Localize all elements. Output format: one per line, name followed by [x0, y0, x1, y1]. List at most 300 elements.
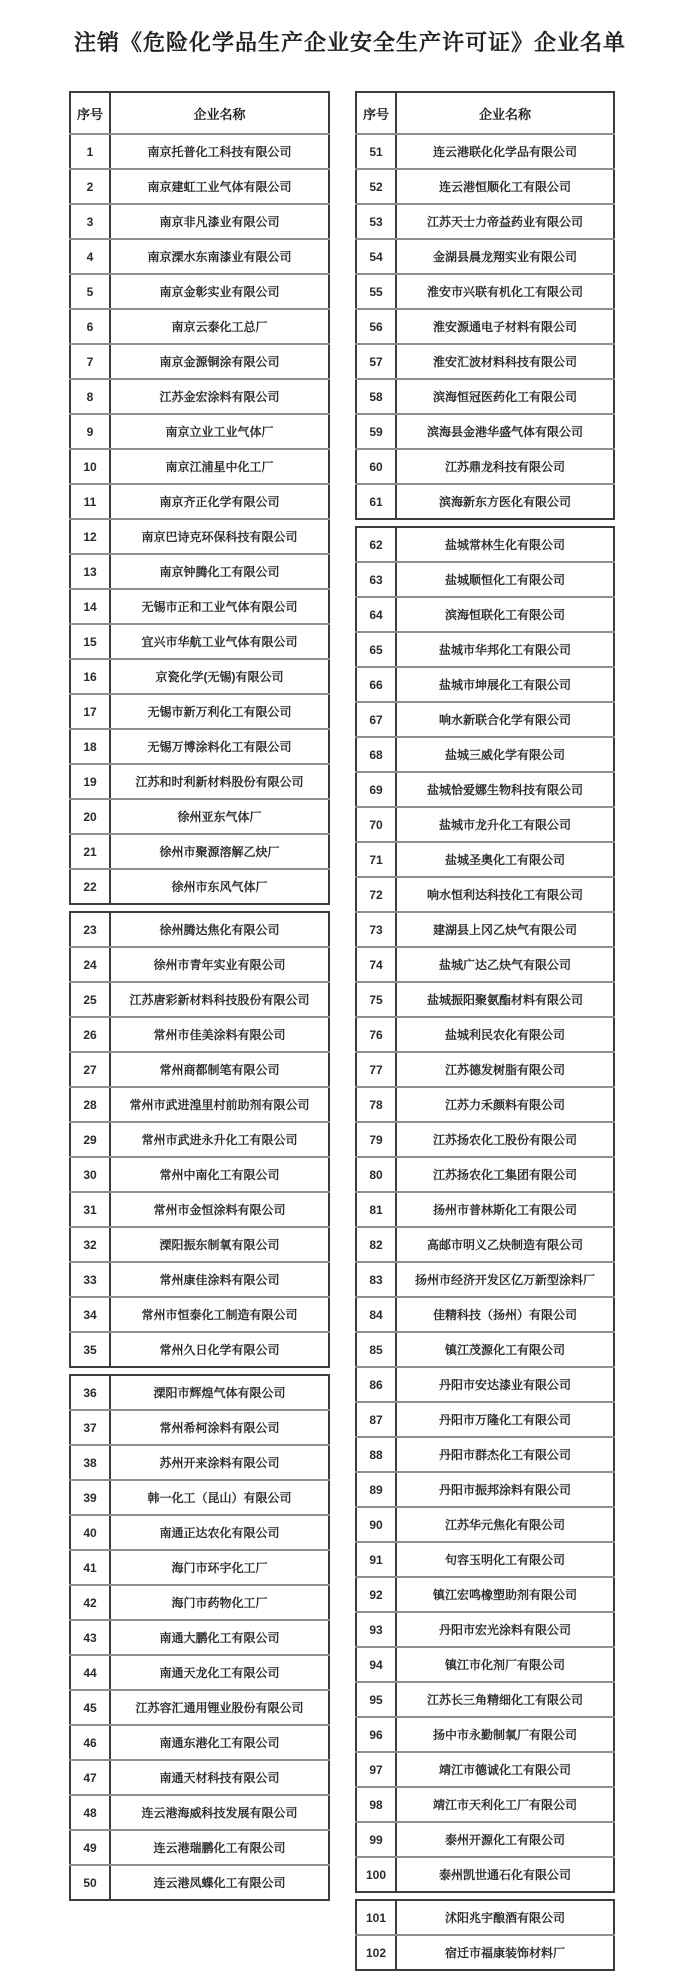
table-row — [70, 1297, 329, 1332]
row-index: 8 — [70, 379, 110, 414]
table-row — [70, 1725, 329, 1760]
row-index: 1 — [70, 134, 110, 169]
row-index: 20 — [70, 799, 110, 834]
company-name: 江苏天士力帝益药业有限公司 — [396, 204, 614, 239]
company-table-section — [355, 526, 615, 1893]
table-row — [70, 1087, 329, 1122]
row-index: 72 — [356, 877, 396, 912]
table-row — [70, 1445, 329, 1480]
company-name: 无锡万博涂料化工有限公司 — [110, 729, 329, 764]
company-name: 盐城圣奥化工有限公司 — [396, 842, 614, 877]
row-index: 52 — [356, 169, 396, 204]
company-name: 溧阳市辉煌气体有限公司 — [110, 1375, 329, 1410]
table-row — [70, 1122, 329, 1157]
row-index: 91 — [356, 1542, 396, 1577]
header-index: 序号 — [70, 92, 110, 134]
row-index: 61 — [356, 484, 396, 519]
company-name: 宜兴市华航工业气体有限公司 — [110, 624, 329, 659]
row-index: 3 — [70, 204, 110, 239]
company-name: 南通天材科技有限公司 — [110, 1760, 329, 1795]
table-row — [356, 912, 614, 947]
company-name: 苏州开来涂料有限公司 — [110, 1445, 329, 1480]
table-row — [70, 134, 329, 169]
row-index: 88 — [356, 1437, 396, 1472]
company-name: 江苏扬农化工股份有限公司 — [396, 1122, 614, 1157]
company-name: 连云港海威科技发展有限公司 — [110, 1795, 329, 1830]
table-row — [356, 1822, 614, 1857]
company-name: 无锡市新万利化工有限公司 — [110, 694, 329, 729]
row-index: 63 — [356, 562, 396, 597]
company-name: 盐城恰爱娜生物科技有限公司 — [396, 772, 614, 807]
row-index: 51 — [356, 134, 396, 169]
company-name: 盐城常林生化有限公司 — [396, 527, 614, 562]
table-row — [356, 169, 614, 204]
row-index: 79 — [356, 1122, 396, 1157]
row-index: 38 — [70, 1445, 110, 1480]
table-row — [356, 449, 614, 484]
company-name: 丹阳市安达漆业有限公司 — [396, 1367, 614, 1402]
table-row — [356, 562, 614, 597]
company-name: 江苏容汇通用锂业股份有限公司 — [110, 1690, 329, 1725]
company-name: 盐城市坤展化工有限公司 — [396, 667, 614, 702]
company-name: 京瓷化学(无锡)有限公司 — [110, 659, 329, 694]
company-name: 南京非凡漆业有限公司 — [110, 204, 329, 239]
table-row — [70, 1795, 329, 1830]
row-index: 75 — [356, 982, 396, 1017]
company-name: 宿迁市福康装饰材料厂 — [444, 1946, 565, 1960]
company-name: 江苏华元焦化有限公司 — [396, 1507, 614, 1542]
row-index: 70 — [356, 807, 396, 842]
company-name: 南京云泰化工总厂 — [110, 309, 329, 344]
company-name: 丹阳市万隆化工有限公司 — [396, 1402, 614, 1437]
company-name: 海门市环宇化工厂 — [110, 1550, 329, 1585]
table-row — [356, 1647, 614, 1682]
company-name: 滨海恒冠医药化工有限公司 — [396, 379, 614, 414]
row-index: 50 — [70, 1865, 110, 1900]
table-row — [356, 1612, 614, 1647]
company-name: 扬州市普林斯化工有限公司 — [396, 1192, 614, 1227]
table-row — [356, 1402, 614, 1437]
company-name: 南京江浦星中化工厂 — [110, 449, 329, 484]
row-index: 35 — [70, 1332, 110, 1367]
company-name: 江苏鼎龙科技有限公司 — [396, 449, 614, 484]
table-row — [356, 1157, 614, 1192]
table-row — [356, 484, 614, 519]
table-row — [70, 1017, 329, 1052]
table-row — [70, 1262, 329, 1297]
table-row — [70, 1760, 329, 1795]
table-row — [70, 1830, 329, 1865]
row-index: 68 — [356, 737, 396, 772]
row-index: 95 — [356, 1682, 396, 1717]
company-name: 响水恒利达科技化工有限公司 — [396, 877, 614, 912]
row-index: 87 — [356, 1402, 396, 1437]
row-index: 2 — [70, 169, 110, 204]
row-index: 58 — [356, 379, 396, 414]
row-index: 59 — [356, 414, 396, 449]
table-row — [70, 764, 329, 799]
company-name: 南京建虹工业气体有限公司 — [110, 169, 329, 204]
table-row — [70, 1655, 329, 1690]
company-name: 徐州腾达焦化有限公司 — [110, 912, 329, 947]
table-row — [70, 1480, 329, 1515]
row-index: 45 — [70, 1690, 110, 1725]
table-row — [70, 274, 329, 309]
row-index: 5 — [70, 274, 110, 309]
table-row — [356, 1935, 614, 1970]
company-name: 镇江市化剂厂有限公司 — [396, 1647, 614, 1682]
table-row — [70, 309, 329, 344]
table-row — [70, 729, 329, 764]
table-row — [356, 344, 614, 379]
row-index: 60 — [356, 449, 396, 484]
table-row — [356, 1857, 614, 1892]
company-name: 盐城顺恒化工有限公司 — [396, 562, 614, 597]
table-row — [70, 799, 329, 834]
row-index: 13 — [70, 554, 110, 589]
table-row — [356, 702, 614, 737]
table-row — [70, 659, 329, 694]
table-row — [356, 982, 614, 1017]
row-index: 10 — [70, 449, 110, 484]
row-index: 6 — [70, 309, 110, 344]
company-table-right — [355, 91, 615, 1977]
table-row — [70, 344, 329, 379]
table-row — [356, 1752, 614, 1787]
row-index: 100 — [356, 1857, 396, 1892]
company-name: 南京齐正化学有限公司 — [110, 484, 329, 519]
company-name: 盐城利民农化有限公司 — [396, 1017, 614, 1052]
table-row — [70, 834, 329, 869]
company-name: 金湖县晨龙翔实业有限公司 — [396, 239, 614, 274]
company-name: 常州市佳美涂料有限公司 — [110, 1017, 329, 1052]
row-index: 19 — [70, 764, 110, 799]
table-row — [70, 1550, 329, 1585]
company-name: 南通天龙化工有限公司 — [110, 1655, 329, 1690]
company-name: 建湖县上冈乙炔气有限公司 — [396, 912, 614, 947]
row-index: 21 — [70, 834, 110, 869]
row-index: 23 — [70, 912, 110, 947]
company-name: 连云港瑞鹏化工有限公司 — [110, 1830, 329, 1865]
table-row — [70, 1375, 329, 1410]
table-row — [70, 624, 329, 659]
row-index: 48 — [70, 1795, 110, 1830]
row-index: 57 — [356, 344, 396, 379]
row-index: 12 — [70, 519, 110, 554]
company-name: 滨海恒联化工有限公司 — [396, 597, 614, 632]
row-index: 40 — [70, 1515, 110, 1550]
company-name: 南通大鹏化工有限公司 — [110, 1620, 329, 1655]
table-row — [70, 239, 329, 274]
table-row — [70, 379, 329, 414]
company-name: 镇江茂源化工有限公司 — [396, 1332, 614, 1367]
row-index: 101 — [356, 1900, 396, 1935]
row-index: 36 — [70, 1375, 110, 1410]
company-name: 江苏金宏涂料有限公司 — [110, 379, 329, 414]
table-row — [70, 1865, 329, 1900]
row-index: 67 — [356, 702, 396, 737]
row-index: 41 — [70, 1550, 110, 1585]
company-name: 南通东港化工有限公司 — [110, 1725, 329, 1760]
row-index: 82 — [356, 1227, 396, 1262]
row-index: 55 — [356, 274, 396, 309]
row-index: 66 — [356, 667, 396, 702]
row-index: 74 — [356, 947, 396, 982]
row-index: 85 — [356, 1332, 396, 1367]
table-row — [356, 274, 614, 309]
company-name: 盐城市华邦化工有限公司 — [396, 632, 614, 667]
table-row — [356, 1472, 614, 1507]
company-name: 高邮市明义乙炔制造有限公司 — [396, 1227, 614, 1262]
row-index: 80 — [356, 1157, 396, 1192]
row-index: 69 — [356, 772, 396, 807]
company-name: 丹阳市振邦涂料有限公司 — [396, 1472, 614, 1507]
company-name: 徐州市聚源溶解乙炔厂 — [110, 834, 329, 869]
row-index: 33 — [70, 1262, 110, 1297]
row-index: 32 — [70, 1227, 110, 1262]
row-index: 11 — [70, 484, 110, 519]
company-name: 滨海县金港华盛气体有限公司 — [396, 414, 614, 449]
table-row — [70, 484, 329, 519]
table-row — [356, 632, 614, 667]
company-name: 响水新联合化学有限公司 — [396, 702, 614, 737]
table-row — [356, 1052, 614, 1087]
row-index: 29 — [70, 1122, 110, 1157]
row-index: 31 — [70, 1192, 110, 1227]
company-name: 韩一化工（昆山）有限公司 — [110, 1480, 329, 1515]
row-index: 49 — [70, 1830, 110, 1865]
table-row — [356, 772, 614, 807]
table-row — [356, 1577, 614, 1612]
table-row — [356, 1297, 614, 1332]
table-row — [356, 842, 614, 877]
table-header-row — [70, 92, 329, 134]
company-name: 淮安源通电子材料有限公司 — [396, 309, 614, 344]
row-index: 16 — [70, 659, 110, 694]
table-row — [356, 737, 614, 772]
row-index: 64 — [356, 597, 396, 632]
table-row — [70, 1620, 329, 1655]
row-index: 37 — [70, 1410, 110, 1445]
table-row — [70, 169, 329, 204]
table-row — [70, 694, 329, 729]
row-index: 54 — [356, 239, 396, 274]
table-row — [356, 1192, 614, 1227]
table-row — [70, 1052, 329, 1087]
company-name: 滨海新东方医化有限公司 — [438, 495, 571, 509]
table-row — [70, 869, 329, 904]
company-name: 常州市武进永升化工有限公司 — [110, 1122, 329, 1157]
row-index: 76 — [356, 1017, 396, 1052]
page-title: 注销《危险化学品生产企业安全生产许可证》企业名单 — [73, 30, 626, 55]
table-row — [70, 982, 329, 1017]
company-name: 徐州市青年实业有限公司 — [110, 947, 329, 982]
table-row — [356, 527, 614, 562]
row-index: 39 — [70, 1480, 110, 1515]
row-index: 18 — [70, 729, 110, 764]
table-row — [70, 1192, 329, 1227]
company-name: 徐州市东风气体厂 — [171, 880, 268, 894]
table-row — [356, 1437, 614, 1472]
header-company-name: 企业名称 — [110, 92, 329, 134]
table-row — [356, 1717, 614, 1752]
row-index: 56 — [356, 309, 396, 344]
table-row — [356, 597, 614, 632]
row-index: 43 — [70, 1620, 110, 1655]
row-index: 34 — [70, 1297, 110, 1332]
company-name: 淮安市兴联有机化工有限公司 — [396, 274, 614, 309]
row-index: 26 — [70, 1017, 110, 1052]
table-row — [356, 1542, 614, 1577]
company-name: 盐城振阳聚氨酯材料有限公司 — [396, 982, 614, 1017]
company-name: 常州市武进湟里村前助剂有限公司 — [110, 1087, 329, 1122]
header-company-name: 企业名称 — [396, 92, 614, 134]
table-row — [356, 947, 614, 982]
row-index: 94 — [356, 1647, 396, 1682]
table-row — [70, 1157, 329, 1192]
company-name: 常州商都制笔有限公司 — [110, 1052, 329, 1087]
table-row — [70, 1515, 329, 1550]
row-index: 9 — [70, 414, 110, 449]
company-name: 常州市金恒涂料有限公司 — [110, 1192, 329, 1227]
company-name: 溧阳振东制氧有限公司 — [110, 1227, 329, 1262]
row-index: 71 — [356, 842, 396, 877]
row-index: 86 — [356, 1367, 396, 1402]
company-name: 江苏扬农化工集团有限公司 — [396, 1157, 614, 1192]
table-row — [70, 1227, 329, 1262]
company-name: 南通正达农化有限公司 — [110, 1515, 329, 1550]
company-name: 泰州开源化工有限公司 — [396, 1822, 614, 1857]
table-row — [70, 1690, 329, 1725]
row-index: 97 — [356, 1752, 396, 1787]
table-row — [356, 1682, 614, 1717]
table-row — [356, 1332, 614, 1367]
company-name: 佳精科技（扬州）有限公司 — [396, 1297, 614, 1332]
table-row — [356, 807, 614, 842]
company-name: 丹阳市宏光涂料有限公司 — [396, 1612, 614, 1647]
company-name: 盐城广达乙炔气有限公司 — [396, 947, 614, 982]
table-row — [70, 519, 329, 554]
company-name: 江苏长三角精细化工有限公司 — [396, 1682, 614, 1717]
table-row — [70, 589, 329, 624]
company-name: 丹阳市群杰化工有限公司 — [396, 1437, 614, 1472]
row-index: 42 — [70, 1585, 110, 1620]
table-row — [70, 204, 329, 239]
table-row — [356, 309, 614, 344]
table-row — [356, 1227, 614, 1262]
table-row — [356, 1017, 614, 1052]
table-row — [356, 1900, 614, 1935]
table-row — [356, 1087, 614, 1122]
row-index: 14 — [70, 589, 110, 624]
row-index: 65 — [356, 632, 396, 667]
company-name: 常州康佳涂料有限公司 — [110, 1262, 329, 1297]
company-name: 常州希柯涂料有限公司 — [110, 1410, 329, 1445]
company-name: 江苏力禾颜料有限公司 — [396, 1087, 614, 1122]
table-row — [356, 1122, 614, 1157]
table-row — [70, 554, 329, 589]
row-index: 25 — [70, 982, 110, 1017]
company-table-section — [355, 91, 615, 520]
table-row — [356, 239, 614, 274]
row-index: 44 — [70, 1655, 110, 1690]
row-index: 77 — [356, 1052, 396, 1087]
table-row — [70, 912, 329, 947]
table-row — [356, 134, 614, 169]
row-index: 90 — [356, 1507, 396, 1542]
company-name: 南京溧水东南漆业有限公司 — [110, 239, 329, 274]
company-name: 连云港联化化学品有限公司 — [396, 134, 614, 169]
company-name: 盐城三威化学有限公司 — [396, 737, 614, 772]
table-row — [70, 449, 329, 484]
row-index: 22 — [70, 869, 110, 904]
row-index: 17 — [70, 694, 110, 729]
table-row — [70, 1332, 329, 1367]
row-index: 30 — [70, 1157, 110, 1192]
row-index: 98 — [356, 1787, 396, 1822]
row-index: 96 — [356, 1717, 396, 1752]
row-index: 78 — [356, 1087, 396, 1122]
table-row — [70, 1410, 329, 1445]
company-name: 江苏唐彩新材料科技股份有限公司 — [110, 982, 329, 1017]
company-name: 句容玉明化工有限公司 — [396, 1542, 614, 1577]
header-index: 序号 — [356, 92, 396, 134]
company-name: 连云港恒顺化工有限公司 — [396, 169, 614, 204]
company-name: 海门市药物化工厂 — [110, 1585, 329, 1620]
table-row — [356, 667, 614, 702]
company-name: 南京金彰实业有限公司 — [110, 274, 329, 309]
table-row — [70, 1585, 329, 1620]
company-table-section — [355, 1899, 615, 1971]
company-name: 常州市恒泰化工制造有限公司 — [110, 1297, 329, 1332]
table-row — [356, 1787, 614, 1822]
company-name: 无锡市正和工业气体有限公司 — [110, 589, 329, 624]
company-name: 江苏德发树脂有限公司 — [396, 1052, 614, 1087]
table-row — [70, 414, 329, 449]
tables-container — [0, 91, 700, 1977]
table-row — [356, 379, 614, 414]
row-index: 99 — [356, 1822, 396, 1857]
row-index: 4 — [70, 239, 110, 274]
row-index: 89 — [356, 1472, 396, 1507]
table-row — [356, 204, 614, 239]
company-name: 盐城市龙升化工有限公司 — [396, 807, 614, 842]
company-name: 南京金源铜涂有限公司 — [110, 344, 329, 379]
company-table-left — [69, 91, 330, 1907]
company-name: 连云港凤蝶化工有限公司 — [153, 1876, 286, 1890]
row-index: 93 — [356, 1612, 396, 1647]
company-table-section — [69, 1374, 330, 1901]
row-index: 7 — [70, 344, 110, 379]
company-name: 扬中市永勤制氧厂有限公司 — [396, 1717, 614, 1752]
table-header-row — [356, 92, 614, 134]
table-row — [70, 947, 329, 982]
row-index: 53 — [356, 204, 396, 239]
row-index: 15 — [70, 624, 110, 659]
table-row — [356, 877, 614, 912]
table-row — [356, 1262, 614, 1297]
row-index: 28 — [70, 1087, 110, 1122]
company-table-section — [69, 91, 330, 905]
row-index: 46 — [70, 1725, 110, 1760]
row-index: 81 — [356, 1192, 396, 1227]
row-index: 27 — [70, 1052, 110, 1087]
row-index: 62 — [356, 527, 396, 562]
row-index: 24 — [70, 947, 110, 982]
table-row — [356, 1507, 614, 1542]
row-index: 83 — [356, 1262, 396, 1297]
company-name: 常州久日化学有限公司 — [159, 1343, 280, 1357]
